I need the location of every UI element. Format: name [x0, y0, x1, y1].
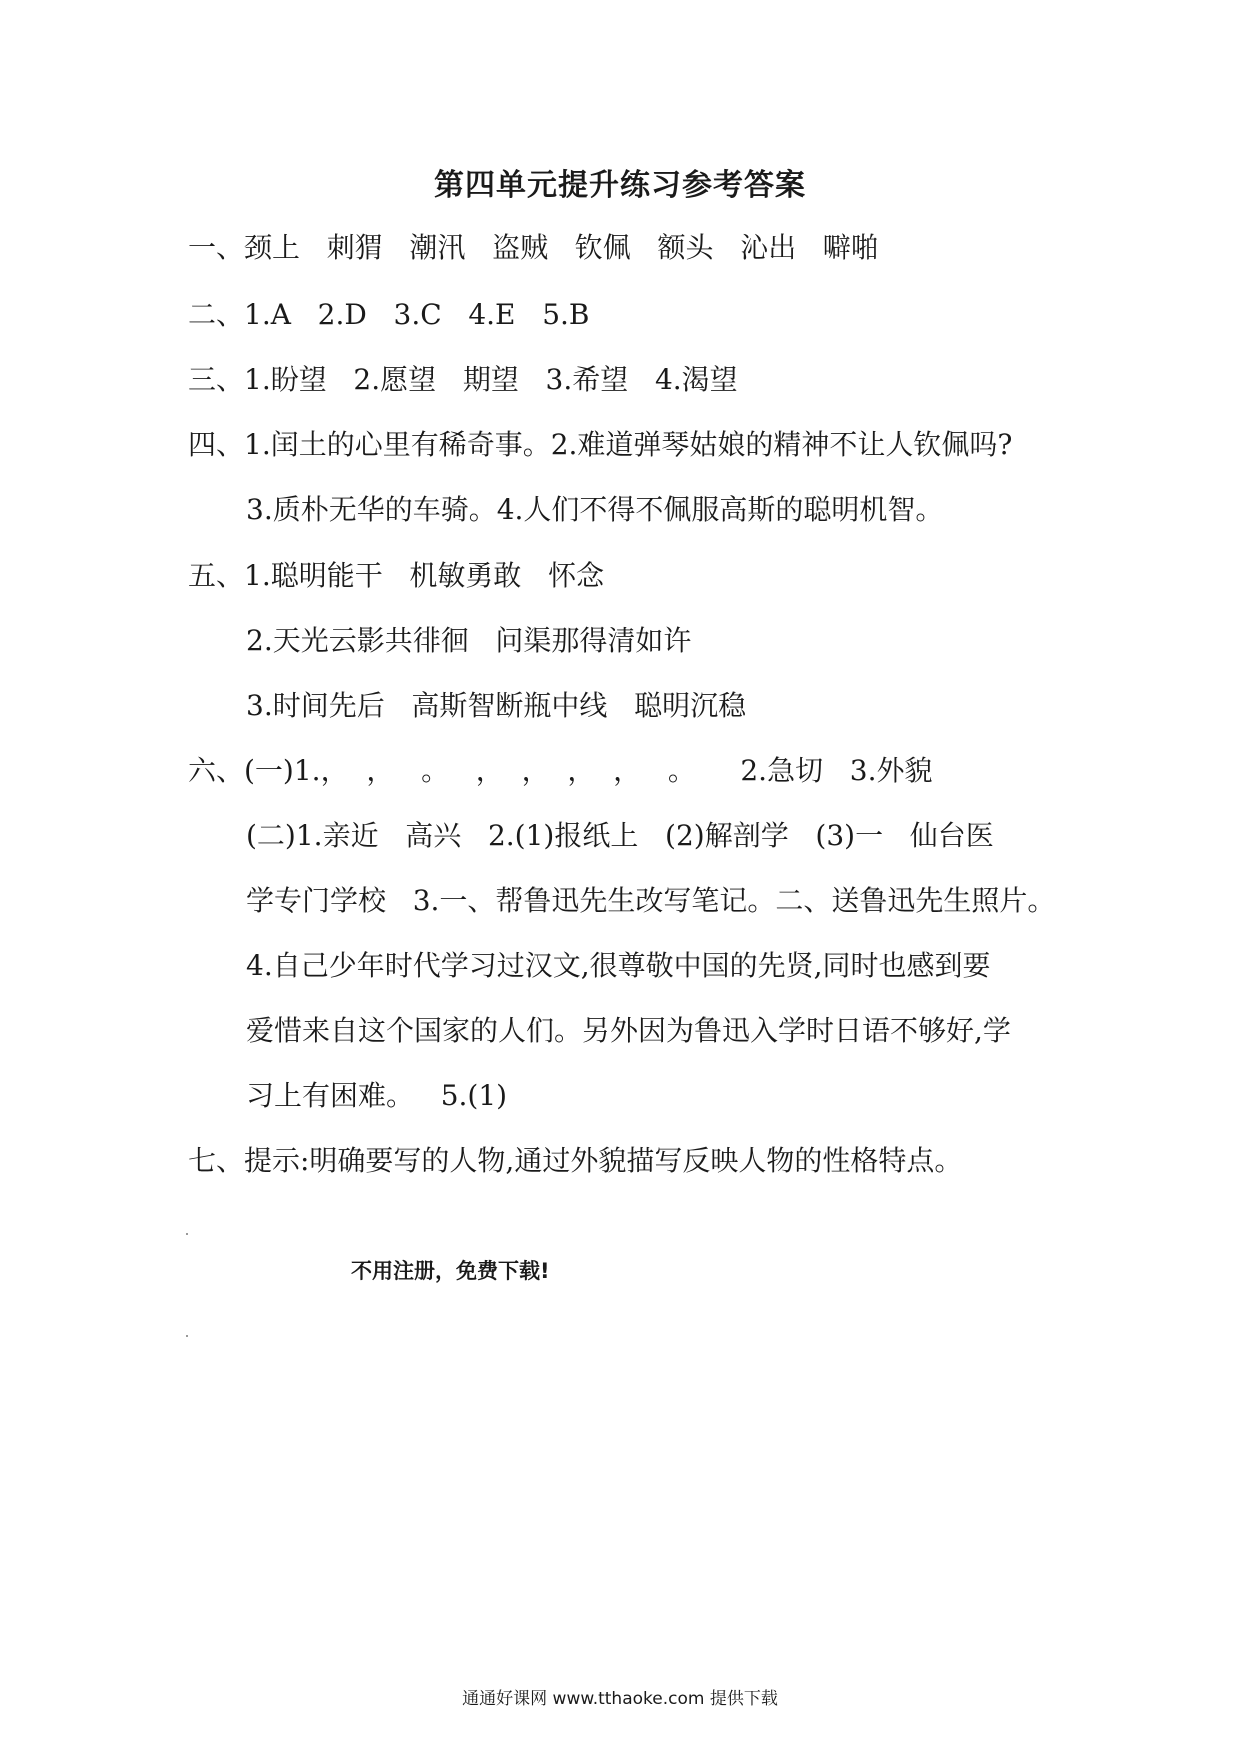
answer-line-6-4: 4.自己少年时代学习过汉文,很尊敬中国的先贤,同时也感到要	[246, 949, 991, 982]
answer-line-2: 二、1.A 2.D 3.C 4.E 5.B	[188, 298, 590, 331]
answer-line-7: 七、提示:明确要写的人物,通过外貌描写反映人物的性格特点。	[188, 1144, 963, 1177]
footer-credit: 通通好课网 www.tthaoke.com 提供下载	[462, 1689, 778, 1709]
answer-line-6: 六、(一)1.， ， 。 ， ， ， ， 。 2.急切 3.外貌	[188, 754, 933, 787]
answer-line-5-3: 3.时间先后 高斯智断瓶中线 聪明沉稳	[246, 689, 747, 722]
page-title: 第四单元提升练习参考答案	[434, 168, 806, 203]
answer-line-5: 五、1.聪明能干 机敏勇敢 怀念	[188, 559, 605, 592]
answer-line-6-6: 习上有困难。 5.(1)	[246, 1079, 508, 1112]
answer-line-6-3: 学专门学校 3.一、帮鲁迅先生改写笔记。二、送鲁迅先生照片。	[246, 884, 1056, 917]
answer-line-1: 一、颈上 刺猬 潮汛 盗贼 钦佩 额头 沁出 噼啪	[188, 231, 879, 264]
answer-line-3: 三、1.盼望 2.愿望 期望 3.希望 4.渴望	[188, 363, 738, 396]
answer-line-6-2: (二)1.亲近 高兴 2.(1)报纸上 (2)解剖学 (3)一 仙台医	[246, 819, 994, 852]
answer-line-5-2: 2.天光云影共徘徊 问渠那得清如许	[246, 624, 692, 657]
answer-line-6-5: 爱惜来自这个国家的人们。另外因为鲁迅入学时日语不够好,学	[246, 1014, 1011, 1047]
scan-speck	[186, 1233, 188, 1235]
download-note: 不用注册，免费下载!	[351, 1259, 550, 1283]
answer-line-4-cont: 3.质朴无华的车骑。4.人们不得不佩服高斯的聪明机智。	[246, 493, 944, 526]
answer-line-4: 四、1.闰土的心里有稀奇事。2.难道弹琴姑娘的精神不让人钦佩吗?	[188, 428, 1013, 461]
scan-speck	[186, 1335, 188, 1337]
